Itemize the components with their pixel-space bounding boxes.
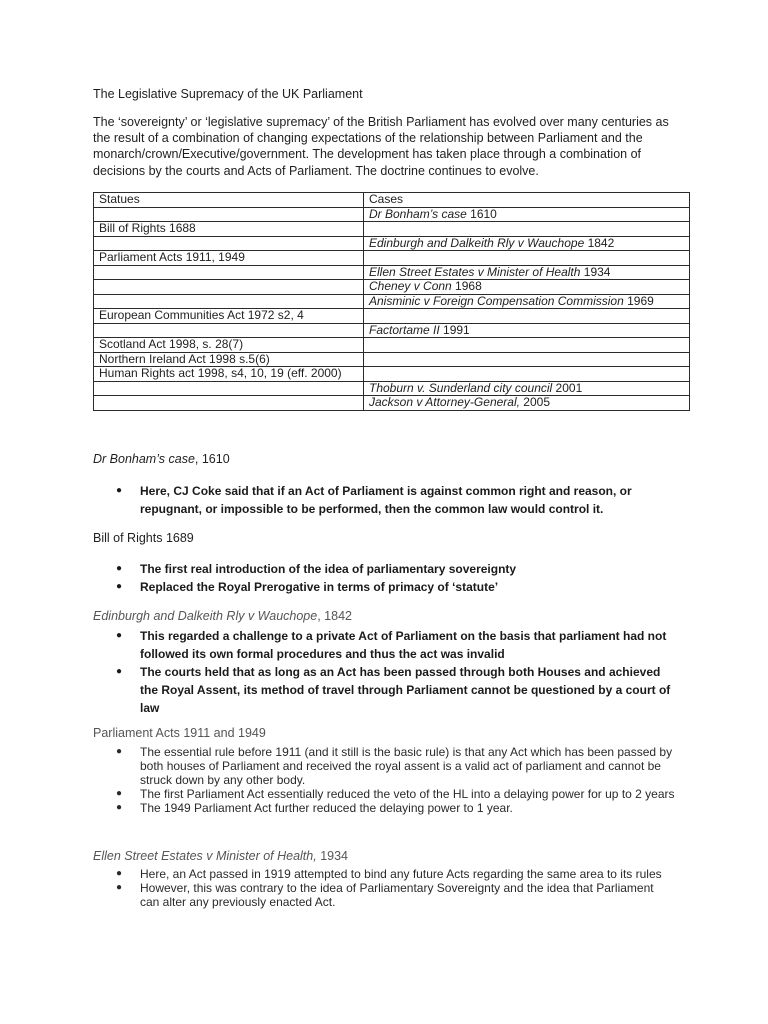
case-cell — [364, 381, 690, 396]
case-year: 1610 — [466, 206, 497, 221]
list-item: ● The courts held that as long as an Act has been passed through both Houses and achieved the Royal Assent, its method of travel through Parliament cannot be questioned by a court of law — [116, 665, 671, 715]
case-cell — [364, 396, 690, 411]
ellen-street-bullets — [116, 867, 676, 909]
bonham-bullets — [116, 482, 676, 518]
section-heading-italic: Ellen Street Estates v Minister of Health, — [93, 849, 317, 863]
list-item: ● The essential rule before 1911 (and it still is the basic rule) is that any Act which has been passed by both houses of Parliament and received the royal assent is a valid act of parliament and cannot be struck down by any other body. — [116, 745, 673, 787]
bullet-icon: ● — [116, 630, 123, 641]
bullet-icon: ● — [116, 882, 123, 893]
case-cell — [364, 280, 690, 295]
statute-cell — [94, 396, 364, 411]
case-year: 1842 — [584, 235, 615, 250]
section-heading-rest: 1934 — [316, 849, 348, 863]
bullet-icon: ● — [116, 666, 123, 677]
column-header-cases: Cases — [364, 193, 690, 208]
statute-cell: Northern Ireland Act 1998 s.5(6) — [94, 352, 364, 367]
table-row — [94, 352, 690, 367]
table-row — [94, 294, 690, 309]
bullet-icon: ● — [116, 563, 123, 574]
case-name: Edinburgh and Dalkeith Rly v Wauchope — [369, 235, 585, 250]
statute-cell: Scotland Act 1998, s. 28(7) — [94, 338, 364, 353]
case-cell — [364, 222, 690, 237]
case-year: 1934 — [580, 264, 611, 279]
statute-cell — [94, 280, 364, 295]
table-row — [94, 381, 690, 396]
table-row — [94, 396, 690, 411]
bullet-icon: ● — [116, 746, 123, 757]
statute-cell — [94, 294, 364, 309]
bullet-icon: ● — [116, 868, 123, 879]
case-name: Factortame II — [369, 322, 440, 337]
statute-cell: European Communities Act 1972 s2, 4 — [94, 309, 364, 324]
statute-cell — [94, 381, 364, 396]
bullet-icon: ● — [116, 581, 123, 592]
case-name: Anisminic v Foreign Compensation Commission — [369, 293, 624, 308]
table-row — [94, 280, 690, 295]
case-cell — [364, 309, 690, 324]
case-name: Jackson v Attorney-General, — [369, 395, 520, 409]
case-cell — [364, 207, 690, 222]
statute-cell — [94, 236, 364, 251]
case-year: 1969 — [623, 293, 654, 308]
case-cell — [364, 251, 690, 266]
bullet-icon: ● — [116, 485, 123, 496]
table-row — [94, 338, 690, 353]
section-heading-parliament-acts: Parliament Acts 1911 and 1949 — [93, 726, 266, 740]
statute-cell: Parliament Acts 1911, 1949 — [94, 251, 364, 266]
column-header-statutes: Statues — [94, 193, 364, 208]
table-row — [94, 265, 690, 280]
bullet-icon: ● — [116, 788, 123, 799]
section-heading-rest: , 1610 — [194, 452, 230, 466]
case-year: 1968 — [451, 279, 482, 293]
section-heading-bonham — [93, 452, 230, 466]
case-year: 1991 — [439, 322, 470, 337]
statute-cell — [94, 323, 364, 338]
edinburgh-bullets — [116, 627, 676, 717]
statutes-cases-table — [93, 192, 690, 411]
table-row — [94, 251, 690, 266]
table-row — [94, 236, 690, 251]
case-cell — [364, 367, 690, 382]
section-heading-ellen-street — [93, 849, 348, 863]
table-row — [94, 367, 690, 382]
parliament-acts-bullets — [116, 745, 676, 815]
bullet-icon: ● — [116, 802, 123, 813]
table-row — [94, 309, 690, 324]
section-heading-italic: Edinburgh and Dalkeith Rly v Wauchope — [93, 609, 318, 623]
case-year: 2005 — [519, 395, 550, 409]
case-cell — [364, 265, 690, 280]
intro-paragraph: The ‘sovereignty’ or ‘legislative supremacy’ of the British Parliament has evolved over many centuries as the result of a combination of changing expectations of the relationship between Parliament and the monarch/crown/Executive/government. The development has taken place through a combination of decisions by the courts and Acts of Parliament. The doctrine continues to evolve. — [93, 115, 669, 178]
section-heading-italic: Dr Bonham’s case — [93, 452, 195, 466]
list-item: ● Here, CJ Coke said that if an Act of Parliament is against common right and reason, or repugnant, or impossible to be performed, then the common law would control it. — [116, 484, 632, 516]
case-cell — [364, 323, 690, 338]
section-heading-bill-of-rights: Bill of Rights 1689 — [93, 531, 194, 545]
section-heading-rest: , 1842 — [317, 609, 352, 623]
list-item: ● Replaced the Royal Prerogative in terms of primacy of ‘statute’ — [116, 580, 499, 594]
list-item: ● This regarded a challenge to a private Act of Parliament on the basis that parliament had not followed its own formal procedures and thus the act was invalid — [116, 629, 667, 661]
list-item: ● The first Parliament Act essentially reduced the veto of the HL into a delaying power for up to 2 years — [116, 787, 675, 801]
statute-cell — [94, 207, 364, 222]
statute-cell — [94, 265, 364, 280]
case-name: Ellen Street Estates v Minister of Health — [369, 264, 581, 279]
list-item: ● Here, an Act passed in 1919 attempted to bind any future Acts regarding the same area to its rules — [116, 867, 662, 881]
case-name: Dr Bonham’s case — [369, 206, 467, 221]
case-name: Thoburn v. Sunderland city council — [369, 380, 553, 395]
table-row — [94, 323, 690, 338]
table-row — [94, 222, 690, 237]
case-year: 2001 — [552, 380, 583, 395]
bill-of-rights-bullets — [116, 560, 676, 596]
case-name: Cheney v Conn — [369, 279, 452, 293]
statute-cell: Human Rights act 1998, s4, 10, 19 (eff. 2000) — [94, 367, 364, 382]
case-cell — [364, 352, 690, 367]
section-heading-edinburgh — [93, 609, 352, 623]
statute-cell: Bill of Rights 1688 — [94, 222, 364, 237]
case-cell — [364, 294, 690, 309]
list-item: ● However, this was contrary to the idea of Parliamentary Sovereignty and the idea that Parliament can alter any previously enacted Act. — [116, 881, 654, 909]
case-cell — [364, 236, 690, 251]
document-title: The Legislative Supremacy of the UK Parliament — [93, 87, 363, 101]
case-cell — [364, 338, 690, 353]
table-row — [94, 207, 690, 222]
list-item: ● The first real introduction of the idea of parliamentary sovereignty — [116, 562, 517, 576]
list-item: ● The 1949 Parliament Act further reduced the delaying power to 1 year. — [116, 801, 513, 815]
table-header-row — [94, 193, 690, 208]
